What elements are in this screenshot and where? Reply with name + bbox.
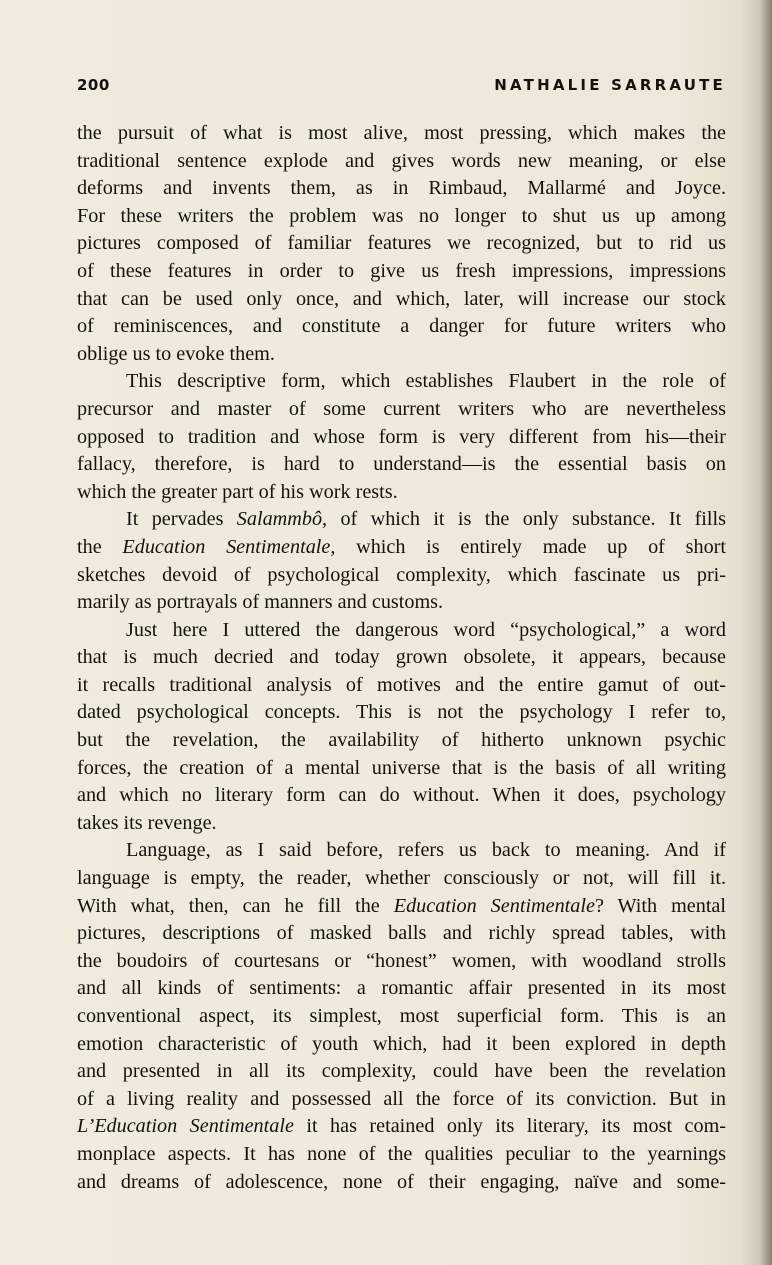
italic-title-education-sentimentale: Education Sentimentale bbox=[393, 894, 595, 917]
text-line: takes its revenge. bbox=[77, 811, 217, 834]
text-line: oblige us to evoke them. bbox=[77, 342, 275, 365]
text-line: marily as portrayals of manners and customs. bbox=[77, 591, 444, 614]
text-line: sketches devoid of psychological complexity, which fascinate us pri- bbox=[77, 563, 726, 586]
text-line bbox=[77, 506, 726, 534]
text-line bbox=[77, 893, 726, 921]
text-line: that can be used only once, and which, later, will increase our stock bbox=[77, 287, 726, 310]
text-line bbox=[77, 1113, 726, 1141]
text-line: and all kinds of sentiments: a romantic affair presented in its most bbox=[77, 977, 726, 1000]
text-line: of reminiscences, and constitute a danger for future writers who bbox=[77, 315, 726, 338]
text-run: ? With mental bbox=[594, 894, 726, 917]
text-line: and dreams of adolescence, none of their engaging, naïve and some- bbox=[77, 1170, 726, 1193]
text-line: pictures composed of familiar features we recognized, but to rid us bbox=[77, 232, 726, 255]
text-line: Just here I uttered the dangerous word “psychological,” a word bbox=[126, 618, 726, 641]
text-line bbox=[77, 534, 726, 562]
text-line: opposed to tradition and whose form is very different from his—their bbox=[77, 425, 726, 448]
text-run: which is entirely made up of short bbox=[335, 535, 726, 558]
text-line: of a living reality and possessed all the force of its conviction. But in bbox=[77, 1087, 726, 1110]
running-title: NATHALIE SARRAUTE bbox=[494, 76, 726, 94]
text-run: It pervades bbox=[126, 508, 237, 531]
text-line: deforms and invents them, as in Rimbaud, Mallarmé and Joyce. bbox=[77, 177, 726, 200]
text-line: conventional aspect, its simplest, most superficial form. This is an bbox=[77, 1005, 726, 1027]
text-line: of these features in order to give us fresh impressions, impressions bbox=[77, 259, 726, 282]
text-line: forces, the creation of a mental universe that is the basis of all writing bbox=[77, 756, 726, 779]
text-run: of which it is the only substance. It fills bbox=[327, 508, 726, 531]
text-run: the bbox=[77, 535, 123, 558]
text-run: With what, then, can he fill the bbox=[77, 894, 394, 917]
text-line: Language, as I said before, refers us back to meaning. And if bbox=[126, 839, 726, 862]
text-line: and presented in all its complexity, could have been the revelation bbox=[77, 1060, 726, 1083]
text-line: the boudoirs of courtesans or “honest” women, with woodland strolls bbox=[77, 949, 726, 972]
text-line: language is empty, the reader, whether consciously or not, will fill it. bbox=[77, 867, 726, 890]
text-line: emotion characteristic of youth which, had it been explored in depth bbox=[77, 1032, 726, 1055]
text-run: it has retained only its literary, its most com- bbox=[293, 1115, 727, 1138]
text-line: fallacy, therefore, is hard to understand—is the essential basis on bbox=[77, 453, 726, 476]
page-edge-shadow bbox=[760, 0, 772, 1265]
text-line: traditional sentence explode and gives words new meaning, or else bbox=[77, 149, 726, 172]
text-line: but the revelation, the availability of hitherto unknown psychic bbox=[77, 729, 726, 752]
italic-title-education-sentimentale: Education Sentimentale, bbox=[122, 535, 336, 558]
page-number: 200 bbox=[77, 76, 110, 94]
body-text bbox=[77, 120, 726, 1196]
text-line: dated psychological concepts. This is not the psychology I refer to, bbox=[77, 701, 726, 724]
text-line: which the greater part of his work rests. bbox=[77, 480, 398, 503]
text-line: and which no literary form can do without. When it does, psychology bbox=[77, 784, 726, 807]
text-line: the pursuit of what is most alive, most pressing, which makes the bbox=[77, 122, 726, 144]
text-line: This descriptive form, which establishes Flaubert in the role of bbox=[126, 370, 726, 393]
italic-title-l-education-sentimentale: L’Education Sentimentale bbox=[77, 1115, 294, 1138]
text-line: that is much decried and today grown obsolete, it appears, because bbox=[77, 646, 726, 669]
italic-title-salammbo: Salammbô, bbox=[236, 508, 328, 531]
text-line: precursor and master of some current writers who are nevertheless bbox=[77, 397, 726, 420]
text-line: pictures, descriptions of masked balls and richly spread tables, with bbox=[77, 922, 726, 945]
running-head bbox=[77, 76, 726, 100]
text-line: monplace aspects. It has none of the qualities peculiar to the yearnings bbox=[77, 1142, 726, 1165]
text-line: For these writers the problem was no longer to shut us up among bbox=[77, 204, 726, 227]
text-line: it recalls traditional analysis of motives and the entire gamut of out- bbox=[77, 673, 726, 696]
